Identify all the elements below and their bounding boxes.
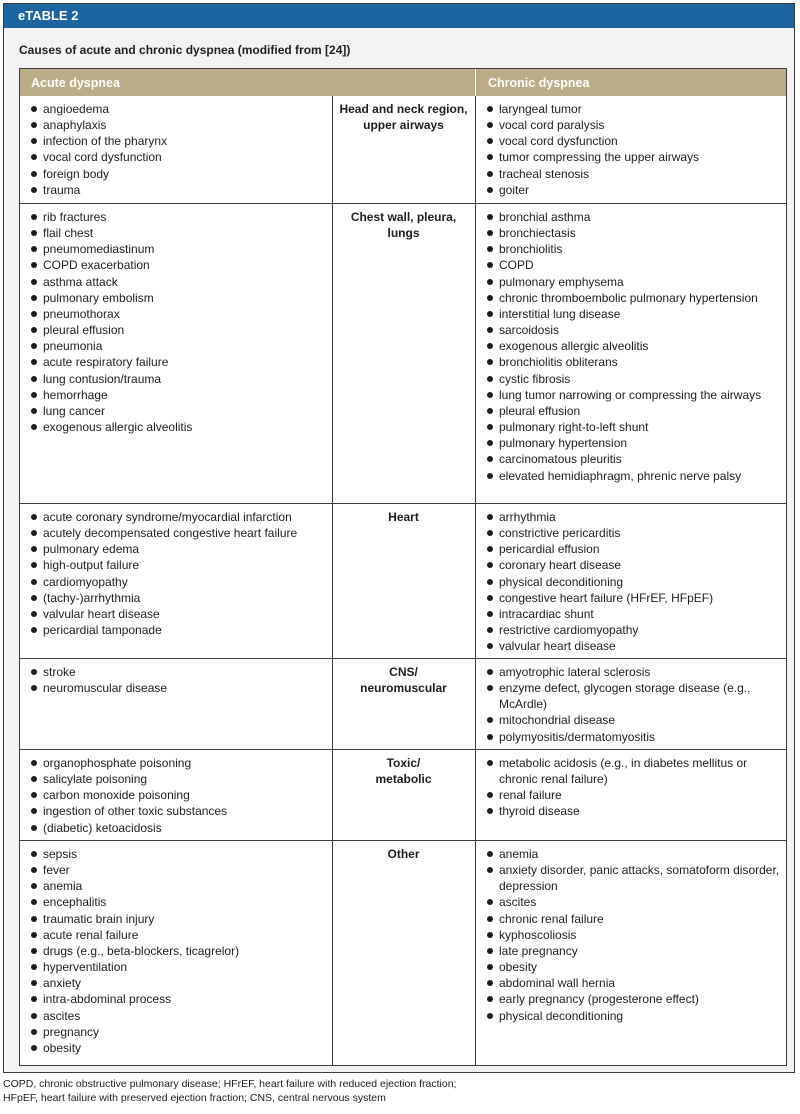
list-item: salicylate poisoning: [30, 771, 330, 787]
list-item: abdominal wall hernia: [486, 975, 782, 991]
table-caption: Causes of acute and chronic dyspnea (modified from [24]): [19, 43, 351, 57]
list-item: elevated hemidiaphragm, phrenic nerve palsy: [486, 468, 782, 484]
list-item: bronchial asthma: [486, 209, 782, 225]
list-item: pericardial tamponade: [30, 622, 330, 638]
column-header-acute: Acute dyspnea: [31, 76, 120, 90]
category-label: Other: [387, 847, 420, 861]
list-item: sarcoidosis: [486, 322, 782, 338]
list-item: tumor compressing the upper airways: [486, 149, 782, 165]
list-item: enzyme defect, glycogen storage disease (e.g., McArdle): [486, 680, 782, 712]
list-item: valvular heart disease: [30, 606, 330, 622]
acute-list: [30, 101, 330, 198]
column-divider: [475, 204, 476, 503]
column-divider: [475, 841, 476, 1065]
table-banner: eTABLE 2: [4, 4, 794, 28]
chronic-list: [486, 755, 782, 820]
list-item: pneumonia: [30, 338, 330, 354]
list-item: valvular heart disease: [486, 638, 782, 654]
list-item: pleural effusion: [30, 322, 330, 338]
chronic-list: [486, 664, 782, 745]
list-item: carbon monoxide poisoning: [30, 787, 330, 803]
column-divider: [475, 96, 476, 203]
list-item: congestive heart failure (HFrEF, HFpEF): [486, 590, 782, 606]
list-item: ingestion of other toxic substances: [30, 803, 330, 819]
list-item: ascites: [30, 1008, 330, 1024]
list-item: polymyositis/dermatomyositis: [486, 729, 782, 745]
list-item: early pregnancy (progesterone effect): [486, 991, 782, 1007]
chronic-list: [486, 101, 782, 198]
list-item: amyotrophic lateral sclerosis: [486, 664, 782, 680]
list-item: pulmonary hypertension: [486, 435, 782, 451]
acute-list: [30, 664, 330, 696]
list-item: bronchiolitis: [486, 241, 782, 257]
list-item: asthma attack: [30, 274, 330, 290]
list-item: drugs (e.g., beta-blockers, ticagrelor): [30, 943, 330, 959]
list-item: pulmonary embolism: [30, 290, 330, 306]
list-item: pleural effusion: [486, 403, 782, 419]
list-item: metabolic acidosis (e.g., in diabetes mellitus or chronic renal failure): [486, 755, 782, 787]
list-item: COPD exacerbation: [30, 257, 330, 273]
list-item: acute respiratory failure: [30, 354, 330, 370]
list-item: late pregnancy: [486, 943, 782, 959]
list-item: infection of the pharynx: [30, 133, 330, 149]
list-item: mitochondrial disease: [486, 712, 782, 728]
category-label: CNS/ neuromuscular: [360, 665, 447, 696]
list-item: anemia: [486, 846, 782, 862]
table-row-cns: [20, 658, 786, 749]
column-divider: [332, 504, 333, 658]
column-header-chronic: Chronic dyspnea: [488, 76, 590, 90]
list-item: traumatic brain injury: [30, 911, 330, 927]
list-item: kyphoscoliosis: [486, 927, 782, 943]
list-item: cardiomyopathy: [30, 574, 330, 590]
table-row-chest-lungs: [20, 203, 786, 503]
list-item: encephalitis: [30, 894, 330, 910]
column-divider: [475, 659, 476, 749]
list-item: chronic thromboembolic pulmonary hypertension: [486, 290, 782, 306]
list-item: intracardiac shunt: [486, 606, 782, 622]
list-item: lung contusion/trauma: [30, 371, 330, 387]
list-item: COPD: [486, 257, 782, 273]
list-item: anxiety disorder, panic attacks, somatoform disorder, depression: [486, 862, 782, 894]
list-item: vocal cord dysfunction: [486, 133, 782, 149]
list-item: fever: [30, 862, 330, 878]
category-label: Head and neck region, upper airways: [339, 102, 468, 133]
category-label: Chest wall, pleura, lungs: [350, 210, 457, 241]
acute-list: [30, 209, 330, 435]
column-divider: [475, 750, 476, 840]
list-item: (tachy-)arrhythmia: [30, 590, 330, 606]
acute-list: [30, 846, 330, 1056]
list-item: lung tumor narrowing or compressing the airways: [486, 387, 782, 403]
list-item: neuromuscular disease: [30, 680, 330, 696]
list-item: cystic fibrosis: [486, 371, 782, 387]
list-item: pregnancy: [30, 1024, 330, 1040]
list-item: ascites: [486, 894, 782, 910]
list-item: chronic renal failure: [486, 911, 782, 927]
list-item: stroke: [30, 664, 330, 680]
list-item: bronchiolitis obliterans: [486, 354, 782, 370]
list-item: bronchiectasis: [486, 225, 782, 241]
table-row-toxic: [20, 749, 786, 840]
list-item: sepsis: [30, 846, 330, 862]
list-item: obesity: [486, 959, 782, 975]
list-item: acute coronary syndrome/myocardial infarction: [30, 509, 330, 525]
category-label: Toxic/ metabolic: [375, 756, 432, 787]
list-item: vocal cord dysfunction: [30, 149, 330, 165]
header-divider: [475, 69, 476, 96]
acute-list: [30, 509, 330, 638]
category-label: Heart: [388, 510, 419, 524]
table-footnote: [3, 1077, 456, 1105]
list-item: pericardial effusion: [486, 541, 782, 557]
list-item: pulmonary right-to-left shunt: [486, 419, 782, 435]
list-item: interstitial lung disease: [486, 306, 782, 322]
footnote-line: COPD, chronic obstructive pulmonary disease; HFrEF, heart failure with reduced ejection fraction;: [3, 1078, 457, 1090]
list-item: acutely decompensated congestive heart failure: [30, 525, 330, 541]
column-divider: [332, 841, 333, 1065]
chronic-list: [486, 509, 782, 654]
list-item: laryngeal tumor: [486, 101, 782, 117]
list-item: foreign body: [30, 166, 330, 182]
dyspnea-table: [19, 68, 787, 1066]
list-item: physical deconditioning: [486, 574, 782, 590]
list-item: pneumomediastinum: [30, 241, 330, 257]
list-item: hemorrhage: [30, 387, 330, 403]
table-row-head-neck: [20, 96, 786, 203]
table-row-heart: [20, 503, 786, 658]
list-item: lung cancer: [30, 403, 330, 419]
list-item: goiter: [486, 182, 782, 198]
list-item: pulmonary edema: [30, 541, 330, 557]
list-item: thyroid disease: [486, 803, 782, 819]
list-item: intra-abdominal process: [30, 991, 330, 1007]
list-item: hyperventilation: [30, 959, 330, 975]
list-item: organophosphate poisoning: [30, 755, 330, 771]
chronic-list: [486, 846, 782, 1024]
table-frame: [3, 3, 795, 1073]
list-item: pulmonary emphysema: [486, 274, 782, 290]
list-item: trauma: [30, 182, 330, 198]
list-item: vocal cord paralysis: [486, 117, 782, 133]
footnote-line: HFpEF, heart failure with preserved ejection fraction; CNS, central nervous system: [3, 1092, 386, 1104]
column-divider: [475, 504, 476, 658]
column-divider: [332, 204, 333, 503]
list-item: exogenous allergic alveolitis: [486, 338, 782, 354]
list-item: physical deconditioning: [486, 1008, 782, 1024]
acute-list: [30, 755, 330, 836]
list-item: anaphylaxis: [30, 117, 330, 133]
list-item: renal failure: [486, 787, 782, 803]
list-item: high-output failure: [30, 557, 330, 573]
list-item: rib fractures: [30, 209, 330, 225]
list-item: angioedema: [30, 101, 330, 117]
list-item: anemia: [30, 878, 330, 894]
list-item: acute renal failure: [30, 927, 330, 943]
table-row-other: [20, 840, 786, 1065]
list-item: coronary heart disease: [486, 557, 782, 573]
list-item: anxiety: [30, 975, 330, 991]
list-item: pneumothorax: [30, 306, 330, 322]
list-item: restrictive cardiomyopathy: [486, 622, 782, 638]
list-item: flail chest: [30, 225, 330, 241]
list-item: constrictive pericarditis: [486, 525, 782, 541]
list-item: arrhythmia: [486, 509, 782, 525]
list-item: obesity: [30, 1040, 330, 1056]
chronic-list: [486, 209, 782, 484]
list-item: carcinomatous pleuritis: [486, 451, 782, 467]
list-item: exogenous allergic alveolitis: [30, 419, 330, 435]
table-header-row: [20, 69, 786, 96]
list-item: (diabetic) ketoacidosis: [30, 820, 330, 836]
list-item: tracheal stenosis: [486, 166, 782, 182]
